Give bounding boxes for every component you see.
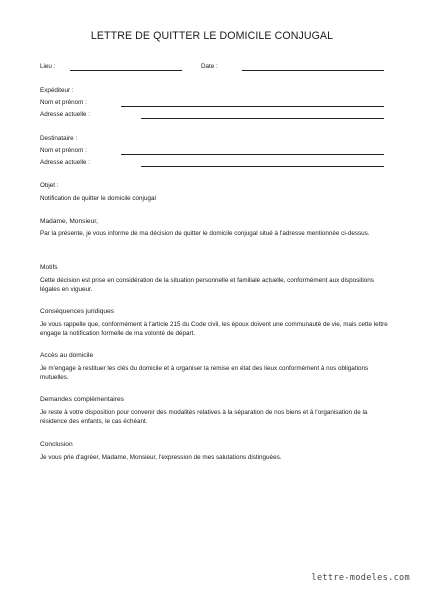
section-heading-conclusion: Conclusion <box>40 441 73 448</box>
recipient-address-label: Adresse actuelle : <box>40 159 91 166</box>
sender-name-label: Nom et prénom : <box>40 99 87 106</box>
lieu-label: Lieu : <box>40 63 56 70</box>
sender-address-label: Adresse actuelle : <box>40 111 91 118</box>
recipient-name-label: Nom et prénom : <box>40 147 87 154</box>
sender-name-field-line[interactable] <box>121 106 384 107</box>
sender-heading: Expéditeur : <box>40 87 74 94</box>
section-text-motifs: Cette décision est prise en considération de la situation personnelle et familiale actuelle, conformément aux dispositions légales en vigueur. <box>40 277 374 294</box>
section-text-demandes: Je reste à votre disposition pour convenir des modalités relatives à la séparation de nos biens et à l'organisation de la résidence des enfants, le cas échéant. <box>40 409 368 426</box>
footer-site-link[interactable]: lettre-modeles.com <box>311 573 410 583</box>
section-heading-motifs: Motifs <box>40 264 58 271</box>
intro-paragraph: Par la présente, je vous informe de ma décision de quitter le domicile conjugal situé à l'adresse mentionnée ci-dessus. <box>40 230 370 237</box>
section-heading-consequences: Conséquences juridiques <box>40 308 115 315</box>
lieu-field-line[interactable] <box>70 70 182 71</box>
date-label: Date : <box>201 63 218 70</box>
section-text-acces: Je m'engage à restituer les clés du domicile et à organiser la remise en état des lieux conformément à nos obligations mutuelles. <box>40 365 369 382</box>
recipient-name-field-line[interactable] <box>121 154 384 155</box>
document-title: LETTRE DE QUITTER LE DOMICILE CONJUGAL <box>90 30 334 42</box>
section-heading-acces: Accès au domicile <box>40 352 94 359</box>
sender-address-field-line[interactable] <box>141 118 384 119</box>
date-field-line[interactable] <box>242 70 384 71</box>
recipient-heading: Destinataire : <box>40 135 78 142</box>
section-text-conclusion: Je vous prie d'agréer, Madame, Monsieur, l'expression de mes salutations distinguées. <box>40 454 282 461</box>
objet-heading: Objet : <box>40 182 59 189</box>
recipient-address-field-line[interactable] <box>141 166 384 167</box>
salutation: Madame, Monsieur, <box>40 218 98 225</box>
section-text-consequences: Je vous rappelle que, conformément à l'article 215 du Code civil, les époux doivent une communauté de vie, mais cette lettre engage la notification formelle de ma volonté de départ. <box>40 321 388 338</box>
objet-text: Notification de quitter le domicile conjugal <box>40 195 156 202</box>
section-heading-demandes: Demandes complémentaires <box>40 396 124 403</box>
